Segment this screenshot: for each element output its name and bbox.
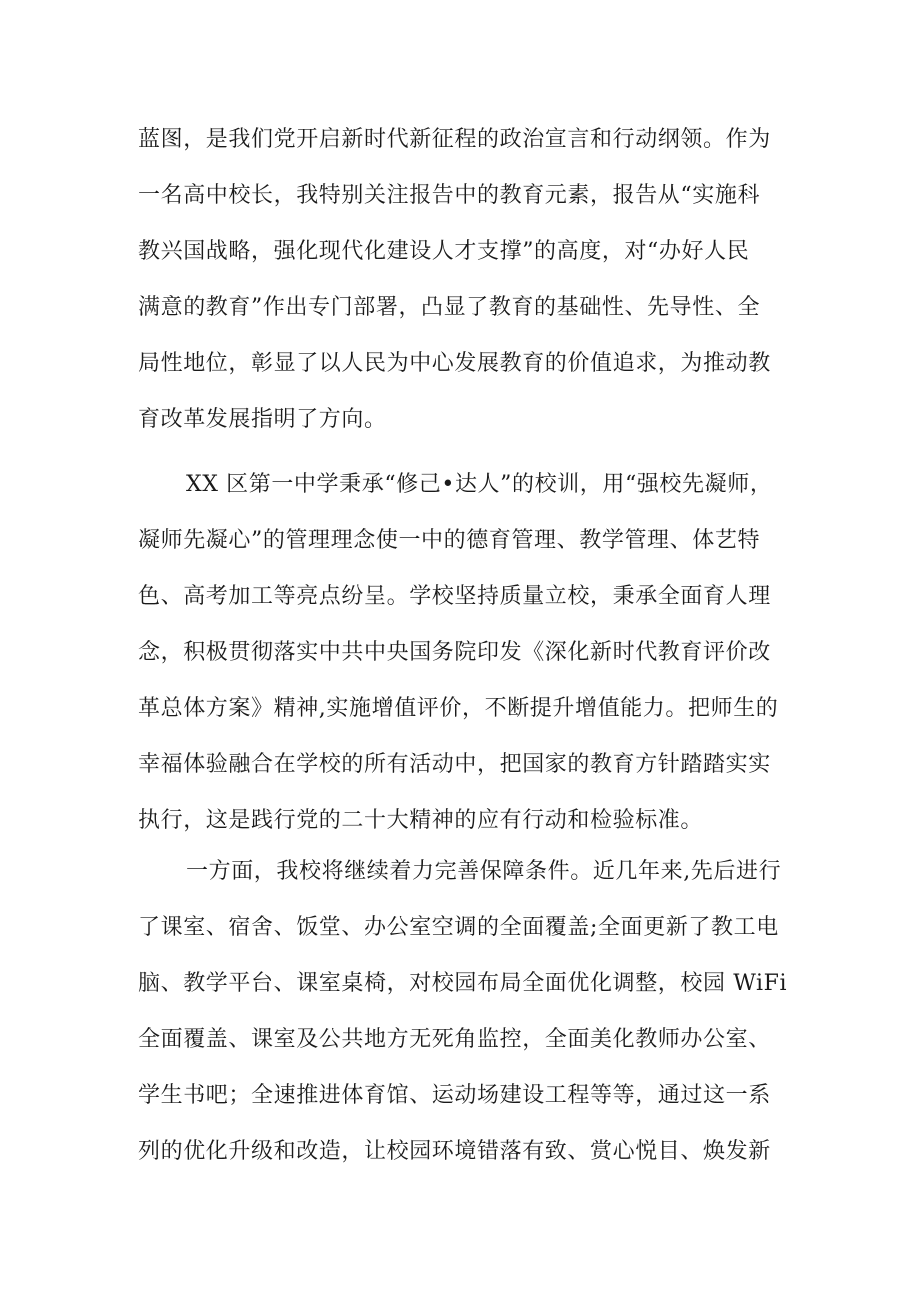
- paragraph-3-line-1: 一方面，我校将继续着力完善保障条件。近几年来,先后进行: [186, 859, 782, 884]
- paragraph-2-line-7: 执行，这是践行党的二十大精神的应有行动和检验标准。: [138, 808, 704, 833]
- paragraph-1-line-4: 满意的教育”作出专门部署，凸显了教育的基础性、先导性、全: [138, 295, 761, 320]
- paragraph-3-line-6: 列的优化升级和改造，让校园环境错落有致、赏心悦目、焕发新: [138, 1139, 771, 1164]
- paragraph-2-line-1: XX 区第一中学秉承“修己•达人”的校训，用“强校先凝师，: [186, 472, 773, 497]
- paragraph-3-line-3: 脑、教学平台、课室桌椅，对校园布局全面优化调整，校园 WiFi: [138, 971, 788, 996]
- paragraph-1-line-6: 育改革发展指明了方向。: [138, 407, 387, 432]
- paragraph-3-line-2: 了课室、宿舍、饭堂、办公室空调的全面覆盖;全面更新了教工电: [138, 915, 779, 940]
- paragraph-2-line-4: 念，积极贯彻落实中共中央国务院印发《深化新时代教育评价改: [138, 640, 771, 665]
- paragraph-3-line-4: 全面覆盖、课室及公共地方无死角监控，全面美化教师办公室、: [138, 1027, 771, 1052]
- paragraph-1-line-3: 教兴国战略，强化现代化建设人才支撑”的高度，对“办好人民: [138, 239, 750, 264]
- paragraph-1-line-1: 蓝图，是我们党开启新时代新征程的政治宣言和行动纲领。作为: [138, 127, 771, 152]
- paragraph-2-line-2: 凝师先凝心”的管理理念使一中的德育管理、教学管理、体艺特: [138, 528, 761, 553]
- paragraph-2-line-3: 色、高考加工等亮点纷呈。学校坚持质量立校，秉承全面育人理: [138, 584, 771, 609]
- paragraph-2-line-6: 幸福体验融合在学校的所有活动中，把国家的教育方针踏踏实实: [138, 752, 771, 777]
- paragraph-1-line-2: 一名高中校长，我特别关注报告中的教育元素，报告从“实施科: [138, 183, 761, 208]
- paragraph-1-line-5: 局性地位，彰显了以人民为中心发展教育的价值追求，为推动教: [138, 351, 771, 376]
- paragraph-3-line-5: 学生书吧；全速推进体育馆、运动场建设工程等等，通过这一系: [138, 1083, 771, 1108]
- paragraph-2-line-5: 革总体方案》精神,实施增值评价，不断提升增值能力。把师生的: [138, 696, 779, 721]
